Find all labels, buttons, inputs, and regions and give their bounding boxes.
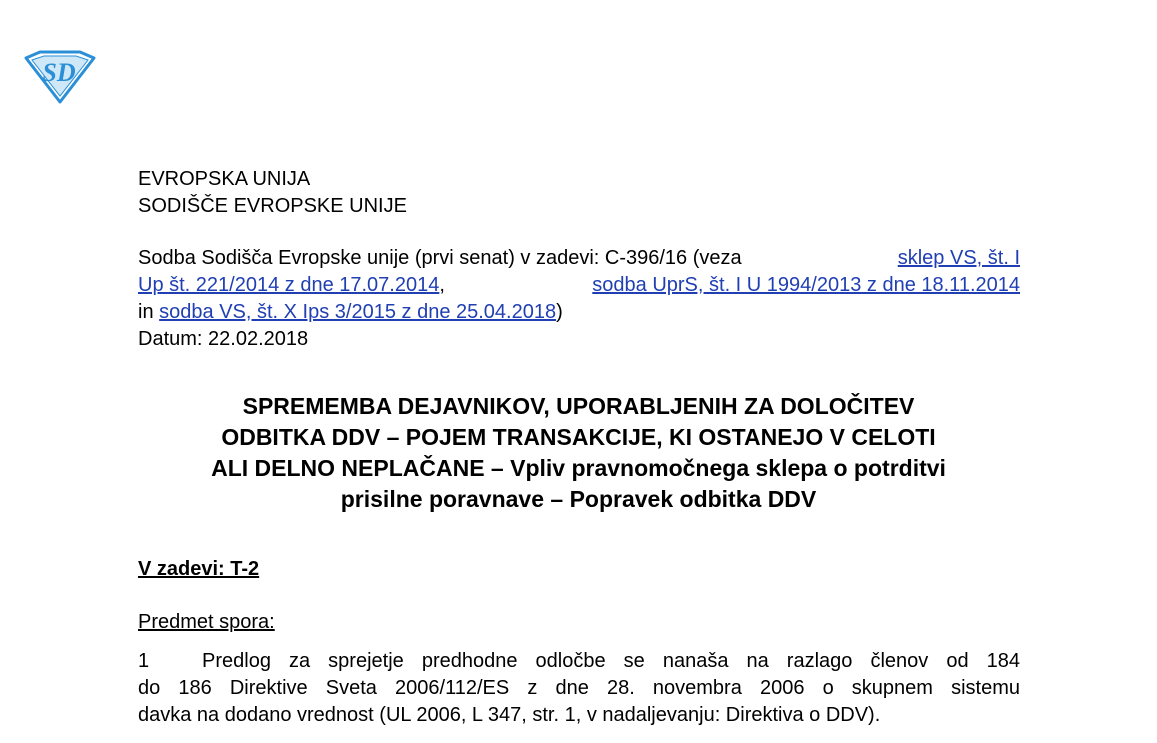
intro-prefix: in — [138, 301, 154, 323]
intro-text: Sodba Sodišča Evropske unije (prvi senat) v zadevi: C-396/16 (veza — [138, 247, 742, 269]
para1-line-1 — [138, 648, 1020, 675]
sd-shield-logo-icon — [22, 48, 96, 104]
link-sklep-vs-cont[interactable]: Up št. 221/2014 z dne 17.07.2014 — [138, 274, 440, 296]
para1-line-3: davka na dodano vrednost (UL 2006, L 347, str. 1, v nadaljevanju: Direktiva o DDV). — [138, 704, 881, 726]
link-sodba-uprs[interactable]: sodba UprS, št. I U 1994/2013 z dne 18.11.2014 — [592, 274, 1020, 296]
para1-text-2: do 186 Direktive Sveta 2006/112/ES z dne 28. novembra 2006 o skupnem sistemu — [138, 677, 1020, 699]
title-line-3: ALI DELNO NEPLAČANE – Vpliv pravnomočnega sklepa o potrditvi — [211, 455, 946, 481]
intro-line-3 — [138, 299, 1020, 326]
intro-date: Datum: 22.02.2018 — [138, 328, 309, 350]
intro-paragraph — [138, 245, 1020, 353]
heading-line-2: SODIŠČE EVROPSKE UNIJE — [138, 195, 407, 217]
subject-heading: Predmet spora: — [138, 611, 275, 633]
para1-line-2 — [138, 675, 1020, 702]
intro-suffix: ) — [556, 301, 563, 323]
link-sodba-vs[interactable]: sodba VS, št. X Ips 3/2015 z dne 25.04.2018 — [159, 301, 557, 323]
link-sklep-vs[interactable]: sklep VS, št. I — [897, 247, 1020, 269]
title-line-4: prisilne poravnave – Popravek odbitka DDV — [340, 486, 817, 512]
para1-number: 1 — [138, 650, 150, 672]
logo-text: SD — [42, 58, 76, 87]
para1-text-1: Predlog za sprejetje predhodne odločbe se nanaša na razlago členov od 184 — [202, 650, 1020, 672]
title-line-1: SPREMEMBA DEJAVNIKOV, UPORABLJENIH ZA DOLOČITEV — [242, 393, 915, 419]
intro-line-1 — [138, 245, 1020, 272]
paragraph-1 — [138, 648, 1020, 729]
title-line-2: ODBITKA DDV – POJEM TRANSAKCIJE, KI OSTANEJO V CELOTI — [221, 424, 936, 450]
intro-line-2 — [138, 272, 1020, 299]
document-title — [100, 391, 1057, 515]
heading-line-1: EVROPSKA UNIJA — [138, 168, 311, 190]
separator: , — [439, 274, 445, 296]
case-heading: V zadevi: T-2 — [138, 558, 260, 580]
